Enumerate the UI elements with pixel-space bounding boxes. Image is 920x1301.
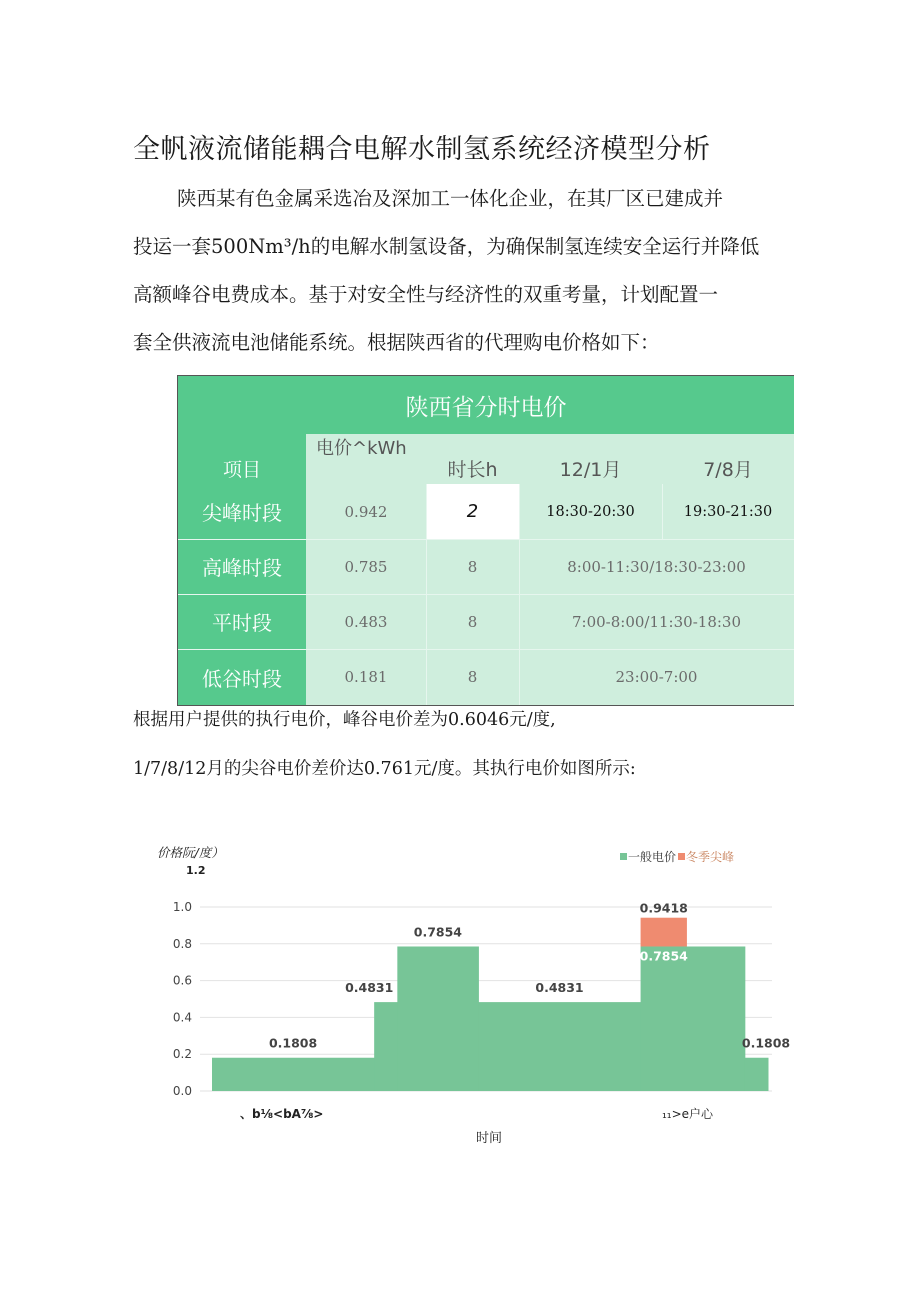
header-item: 项目 [178, 434, 306, 484]
price-step-bar [212, 1058, 375, 1091]
paragraph-line: 陕西某有色金属采选冶及深加工一体化企业，在其厂区已建成并 [177, 187, 724, 210]
price-sharp-peak: 0.942 [344, 502, 388, 521]
row-label-sharp-peak: 尖峰时段 [178, 484, 306, 539]
y-top-label: 1.2 [186, 864, 206, 877]
header-duration: 时长h [447, 458, 498, 481]
price-chart [150, 840, 790, 1160]
data-label: 0.1808 [741, 1035, 790, 1051]
x-tick-left: 、b⅛<bA⅞> [240, 1107, 324, 1121]
y-tick-label: 1.0 [172, 900, 192, 914]
price-flat: 0.483 [344, 612, 388, 631]
paragraph-line: 高额峰谷电费成本。基于对安全性与经济性的双重考量，计划配置一 [133, 283, 719, 306]
legend-swatch-winter [678, 853, 685, 860]
duration-sharp-peak: 2 [426, 484, 519, 539]
legend-general: 一般电价 [628, 850, 677, 864]
price-step-bar [478, 1002, 641, 1091]
duration-peak: 8 [467, 557, 478, 576]
header-dec-jan: 12/1月 [559, 458, 622, 481]
data-label: 0.4831 [535, 980, 584, 996]
table-divider [178, 539, 794, 540]
data-label: 0.7854 [413, 924, 462, 940]
intro-paragraph [133, 175, 798, 367]
y-tick-label: 0.6 [172, 973, 192, 988]
price-peak: 0.785 [344, 557, 388, 576]
price-step-bar [641, 946, 746, 1091]
price-table [177, 375, 794, 706]
data-label: 0.1808 [268, 1035, 318, 1051]
x-tick-right: ₁₁>e户心 [662, 1107, 714, 1121]
y-tick-label: 0.8 [172, 936, 192, 951]
price-step-bar [745, 1058, 769, 1091]
data-label: 0.7854 [639, 948, 688, 964]
duration-valley: 8 [467, 668, 478, 686]
price-step-bar [397, 946, 479, 1091]
table-divider [662, 484, 663, 539]
paragraph-line: 套全供液流电池储能系统。根据陕西省的代理购电价格如下： [133, 331, 660, 354]
winter-peak-bar [641, 918, 687, 947]
period-valley: 23:00-7:00 [615, 668, 698, 686]
y-axis-label: 价格阮/度） [157, 845, 224, 860]
chart-legend [620, 849, 734, 864]
y-tick-label: 0.2 [172, 1047, 192, 1062]
price-diff-line-2: 1/7/8/12月的尖谷电价差价达0.761元/度。其执行电价如图所示: [133, 759, 636, 779]
paragraph-line: 投运一套500Nm³/h的电解水制氢设备，为确保制氢连续安全运行并降低 [133, 235, 760, 258]
data-label: 0.4831 [345, 980, 394, 996]
header-jul-aug: 7/8月 [703, 458, 753, 481]
table-divider [178, 594, 794, 595]
y-tick-label: 0.4 [172, 1010, 192, 1025]
sharp-peak-dec-jan: 18:30-20:30 [546, 503, 635, 520]
header-price: 电价^kWh [316, 438, 407, 459]
y-tick-label: 0.0 [172, 1084, 192, 1098]
row-label-valley: 低谷时段 [178, 649, 306, 705]
sharp-peak-jul-aug: 19:30-21:30 [683, 503, 773, 520]
document-title: 全帆液流储能耦合电解水制氢系统经济模型分析 [133, 134, 711, 165]
price-step-bar [374, 1002, 398, 1091]
price-diff-line-1: 根据用户提供的执行电价，峰谷电价差为0.6046元/度, [133, 710, 556, 730]
data-label: 0.9418 [639, 900, 688, 916]
x-axis-label: 时间 [476, 1131, 503, 1146]
row-label-flat: 平时段 [178, 594, 306, 649]
period-peak: 8:00-11:30/18:30-23:00 [567, 557, 746, 576]
price-valley: 0.181 [344, 668, 388, 686]
row-label-peak: 高峰时段 [178, 539, 306, 594]
legend-swatch-general [620, 853, 627, 860]
duration-flat: 8 [467, 612, 478, 631]
table-divider [178, 649, 794, 650]
period-flat: 7:00-8:00/11:30-18:30 [571, 612, 741, 631]
table-title: 陕西省分时电价 [178, 376, 794, 434]
legend-winter: 冬季尖峰 [686, 850, 735, 864]
